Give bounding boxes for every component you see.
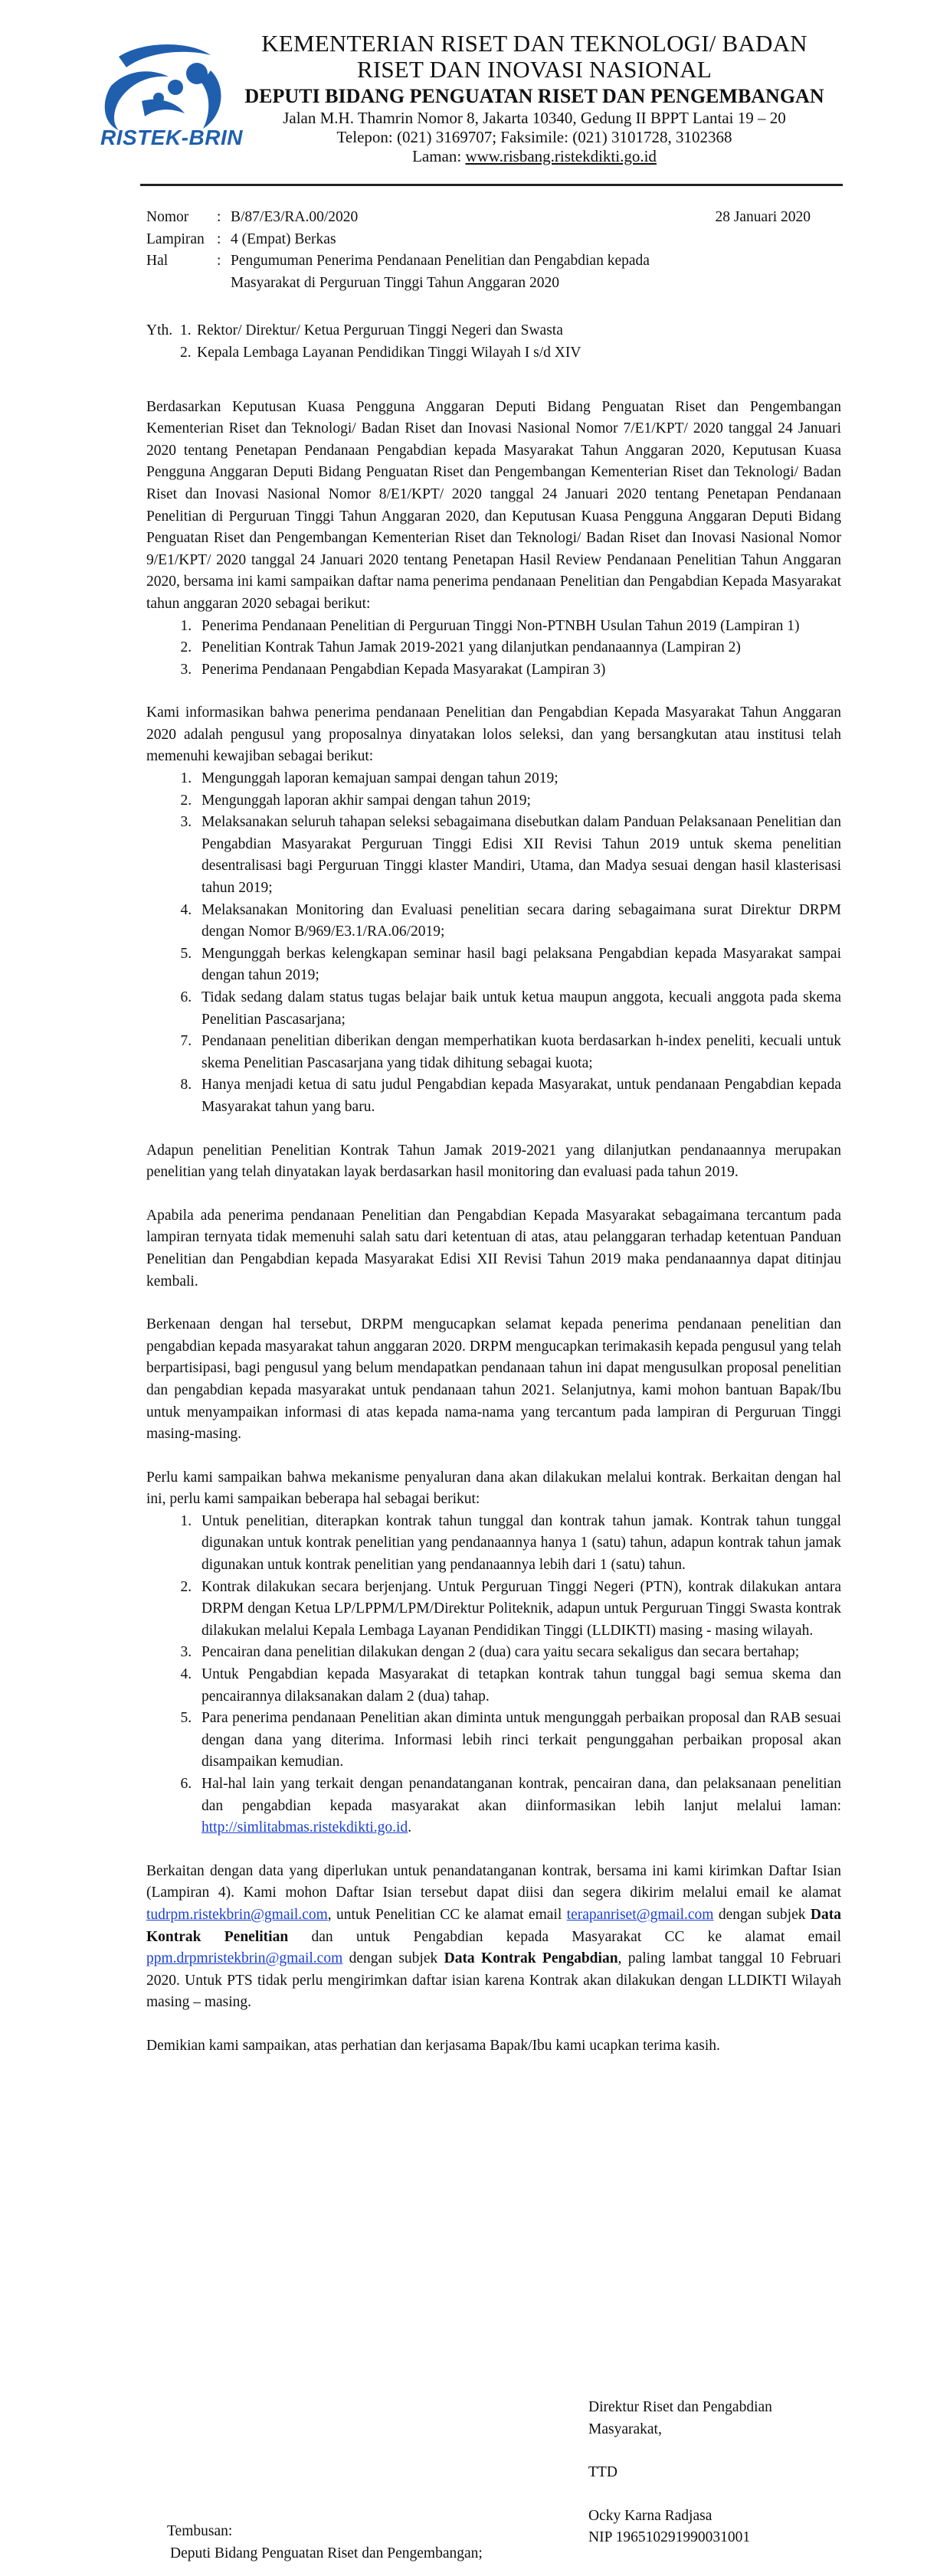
list-item: 2. Kontrak dilakukan secara berjenjang. Untuk Perguruan Tinggi Negeri (PTN), kontrak dilakukan antara DRPM dengan Ketua LP/LPPM/LPM/Direktur Politeknik, adapun untuk Perguruan Tinggi Swasta kontrak dilakukan melalui Kepala Lembaga Layanan Pendidikan Tinggi (LLDIKTI) masing - masing wilayah. [195,1577,841,1643]
email-link-terapanriset[interactable]: terapanriset@gmail.com [566,1906,714,1923]
closing-paragraph: Demikian kami sampaikan, atas perhatian dan kerjasama Bapak/Ibu kami ucapkan terima kasih. [146,2037,720,2054]
lampiran-list [146,616,841,682]
list-item: 8. Hanya menjadi ketua di satu judul Pengabdian kepada Masyarakat, untuk pendanaan Pengabdian kepada Masyarakat tahun yang baru. [195,1074,841,1118]
letterhead-text [226,31,843,166]
email-link-ppm[interactable]: ppm.drpmristekbrin@gmail.com [146,1950,343,1967]
hal-value: Pengumuman Penerima Pendanaan Penelitian dan Pengabdian kepada Masyarakat di Perguruan Tinggi Tahun Anggaran 2020 [231,253,650,291]
hal-row: Hal : Pengumuman Penerima Pendanaan Penelitian dan Pengabdian kepada Masyarakat di Perguruan Tinggi Tahun Anggaran 2020 [146,250,841,294]
list-item: 6. Tidak sedang dalam status tugas belajar baik untuk ketua maupun anggota, kecuali anggota pada skema Penelitian Pascasarjana; [195,987,841,1031]
letterhead [96,31,843,178]
lampiran-label: Lampiran [146,230,205,247]
hal-label: Hal [146,253,169,270]
requirements-list [146,768,841,1119]
lampiran-row: Lampiran : 4 (Empat) Berkas [146,229,841,251]
signatory-nip: NIP 196510291990031001 [588,2529,751,2546]
signature-block [588,2397,834,2549]
list-item: 1. Mengunggah laporan kemajuan sampai dengan tahun 2019; [195,768,841,790]
list-item: 5. Para penerima pendanaan Penelitian akan diminta untuk mengunggah perbaikan proposal dan RAB sesuai dengan dana yang diterima. Informasi lebih rinci terkait pengunggahan perbaikan proposal akan disampaikan kemudian. [195,1708,841,1773]
tembusan-item: Deputi Bidang Penguatan Riset dan Pengembangan; [170,2545,483,2561]
nomor-value: B/87/E3/RA.00/2020 [231,209,359,225]
paragraph-7: Berkaitan dengan data yang diperlukan untuk penandatanganan kontrak, bersama ini kami kirimkan Daftar Isian (Lampiran 4). Kami mohon Daftar Isian tersebut dapat diisi dan segera dikirim melalui email ke alamat tudrpm.ristekbrin@gmail.com, untuk Penelitian CC ke alamat email terapanriset@gmail.com dengan subjek Data Kontrak Penelitian dan untuk Pengabdian kepada Masyarakat CC ke alamat email ppm.drpmristekbrin@gmail.com dengan subjek Data Kontrak Pengabdian, paling lambat tanggal 10 Februari 2020. Untuk PTS tidak perlu mengirimkan daftar isian karena Kontrak akan dilakukan dengan LLDIKTI Wilayah masing – masing. [146,1862,842,2011]
paragraph-5: Berkenaan dengan hal tersebut, DRPM mengucapkan selamat kepada penerima pendanaan penelitian dan pengabdian kepada masyarakat tahun anggaran 2020. DRPM mengucapkan terimakasih kepada pengusul yang telah berpartisipasi, bagi pengusul yang belum mendapatkan pendanaan tahun ini dapat mengusulkan proposal penelitian dan pengabdian kepada masyarakat untuk pendanaan tahun 2021. Selanjutnya, kami mohon bantuan Bapak/Ibu untuk menyampaikan informasi di atas kepada nama-nama yang tercantum pada lampiran di Perguruan Tinggi masing-masing. [146,1316,841,1443]
signature-ttd: TTD [588,2464,618,2481]
list-item-text: Hal-hal lain yang terkait dengan penandatanganan kontrak, pencairan dana, dan pelaksanaan penelitian dan pengabdian kepada masyarakat akan diinformasikan lebih lanjut melalui laman: [201,1776,841,1814]
website-label: Laman: [412,147,462,165]
addressee-item: Rektor/ Direktur/ Ketua Perguruan Tinggi Negeri dan Swasta [197,322,563,339]
list-item: 4. Melaksanakan Monitoring dan Evaluasi penelitian secara daring sebagaimana surat Direktur DRPM dengan Nomor B/969/E3.1/RA.06/2019; [195,900,841,943]
list-item: 2. Mengunggah laporan akhir sampai dengan tahun 2019; [195,790,841,812]
office-phone: Telepon: (021) 3169707; Faksimile: (021) 3101728, 3102368 [336,128,732,146]
lampiran-value: 4 (Empat) Berkas [231,230,336,247]
simlitabmas-link[interactable]: http://simlitabmas.ristekdikti.go.id [201,1819,408,1836]
list-item: 1. Untuk penelitian, diterapkan kontrak tahun tunggal dan kontrak tahun jamak. Kontrak tahun tunggal digunakan untuk kontrak penelitian yang pendanaannya hanya 1 (satu) tahun, adapun kontrak tahun jamak digunakan untuk kontrak penelitian yang pendanaannya lebih dari 1 (satu) tahun. [195,1511,841,1577]
email-link-tudrpm[interactable]: tudrpm.ristekbrin@gmail.com [146,1906,328,1923]
subject-pengabdian: Data Kontrak Pengabdian [444,1950,618,1967]
ministry-name: KEMENTERIAN RISET DAN TEKNOLOGI/ BADAN RISET DAN INOVASI NASIONAL [261,30,808,83]
list-item: 3. Penerima Pendanaan Pengabdian Kepada Masyarakat (Lampiran 3) [195,659,841,682]
list-item: 3. Melaksanakan seluruh tahapan seleksi sebagaimana disebutkan dalam Panduan Pelaksanaan Penelitian dan Pengabdian Masyarakat Perguruan Tinggi Edisi XII Revisi Tahun 2019 untuk skema penelitian desentralisasi bagi Perguruan Tinggi klaster Mandiri, Utama, dan Madya sesuai dengan hasil klasterisasi tahun 2019; [195,812,841,899]
nomor-row: Nomor : B/87/E3/RA.00/2020 [146,207,841,229]
letterhead-divider [140,184,843,186]
letter-date: 28 Januari 2020 [715,209,811,225]
paragraph-2: Kami informasikan bahwa penerima pendanaan Penelitian dan Pengabdian Kepada Masyarakat Tahun Anggaran 2020 adalah pengusul yang proposalnya dinyatakan lolos seleksi, dan yang bersangkutan atau institusi telah memenuhi kewajiban sebagai berikut: [146,704,841,765]
paragraph-3: Adapun penelitian Penelitian Kontrak Tahun Jamak 2019-2021 yang dilanjutkan pendanaannya merupakan penelitian yang telah dinyatakan layak berdasarkan hasil monitoring dan evaluasi pada tahun 2019. [146,1142,841,1181]
nomor-label: Nomor [146,209,189,225]
tembusan-label: Tembusan: [167,2523,233,2539]
letter-body [146,207,841,2058]
contract-list [146,1511,841,1839]
website-link[interactable]: www.risbang.ristekdikti.go.id [465,147,657,165]
list-item: 7. Pendanaan penelitian diberikan dengan memperhatikan kuota berdasarkan h-index peneliti, kecuali untuk skema Penelitian Pascasarjana yang tidak dihitung sebagai kuota; [195,1031,841,1074]
list-item: 1. Penerima Pendanaan Penelitian di Perguruan Tinggi Non-PTNBH Usulan Tahun 2019 (Lampiran 1) [195,616,841,638]
office-website [226,147,843,166]
list-item: 5. Mengunggah berkas kelengkapan seminar hasil bagi pelaksana Pengabdian kepada Masyarakat sampai dengan tahun 2019; [195,943,841,987]
addressee-label: Yth. [146,322,173,339]
paragraph-4: Apabila ada penerima pendanaan Penelitian dan Pengabdian Kepada Masyarakat sebagaimana tercantum pada lampiran ternyata tidak memenuhi salah satu dari ketentuan di atas, atau pelanggaran terhadap ketentuan Panduan Penelitian dan Pengabdian kepada Masyarakat Edisi XII Revisi Tahun 2019 maka pendanaannya dapat ditinjau kembali. [146,1207,841,1290]
list-item: 3. Pencairan dana penelitian dilakukan dengan 2 (dua) cara yaitu secara sekaligus dan secara bertahap; [195,1642,841,1664]
deputy-name: DEPUTI BIDANG PENGUATAN RISET DAN PENGEMBANGAN [244,85,824,107]
list-item: 6. Hal-hal lain yang terkait dengan penandatanganan kontrak, pencairan dana, dan pelaksanaan penelitian dan pengabdian kepada masyarakat akan diinformasikan lebih lanjut melalui laman: http://simlitabmas.ristekdikti.go.id. [195,1773,841,1839]
addressee: Yth. 1. Rektor/ Direktur/ Ketua Perguruan Tinggi Negeri dan Swasta 2. Kepala Lembaga Layanan Pendidikan Tinggi Wilayah I s/d XIV [146,320,841,364]
paragraph-1: Berdasarkan Keputusan Kuasa Pengguna Anggaran Deputi Bidang Penguatan Riset dan Pengembangan Kementerian Riset dan Teknologi/ Badan Riset dan Inovasi Nasional Nomor 7/E1/KPT/ 2020 tanggal 24 Januari 2020 tentang Penetapan Pendanaan Pengabdian kepada Masyarakat Tahun Anggaran 2020, Keputusan Kuasa Pengguna Anggaran Deputi Bidang Penguatan Riset dan Pengembangan Kementerian Riset dan Teknologi/ Badan Riset dan Inovasi Nasional Nomor 8/E1/KPT/ 2020 tanggal 24 Januari 2020 tentang Penetapan Pendanaan Penelitian di Perguruan Tinggi Tahun Anggaran 2020, dan Keputusan Kuasa Pengguna Anggaran Deputi Bidang Penguatan Riset dan Pengembangan Kementerian Riset dan Teknologi/ Badan Riset dan Inovasi Nasional Nomor 9/E1/KPT/ 2020 tanggal 24 Januari 2020 tentang Penetapan Hasil Review Pendanaan Penelitian Tahun Anggaran 2020, bersama ini kami sampaikan daftar nama penerima pendanaan Penelitian dan Pengabdian Kepada Masyarakat tahun anggaran 2020 sebagai berikut: [146,398,841,612]
paragraph-6: Perlu kami sampaikan bahwa mekanisme penyaluran dana akan dilakukan melalui kontrak. Berkaitan dengan hal ini, perlu kami sampaikan beberapa hal sebagai berikut: [146,1469,841,1508]
tembusan-block [167,2521,483,2565]
logo-text: RISTEK-BRIN [100,126,243,149]
list-item: 4. Untuk Pengabdian kepada Masyarakat di tetapkan kontrak tahun tunggal bagi semua skema dan pencairannya dilaksanakan dalam 2 (dua) tahap. [195,1664,841,1708]
office-address: Jalan M.H. Thamrin Nomor 8, Jakarta 10340, Gedung II BPPT Lantai 19 – 20 [283,109,786,127]
addressee-item: Kepala Lembaga Layanan Pendidikan Tinggi Wilayah I s/d XIV [197,344,581,361]
signatory-name: Ocky Karna Radjasa [588,2507,712,2524]
subject-penelitian: Data Kontrak Penelitian [146,1906,841,1945]
signatory-title: Direktur Riset dan Pengabdian Masyarakat, [588,2399,772,2437]
list-item: 2. Penelitian Kontrak Tahun Jamak 2019-2021 yang dilanjutkan pendanaannya (Lampiran 2) [195,637,841,659]
letter-meta [146,207,841,294]
